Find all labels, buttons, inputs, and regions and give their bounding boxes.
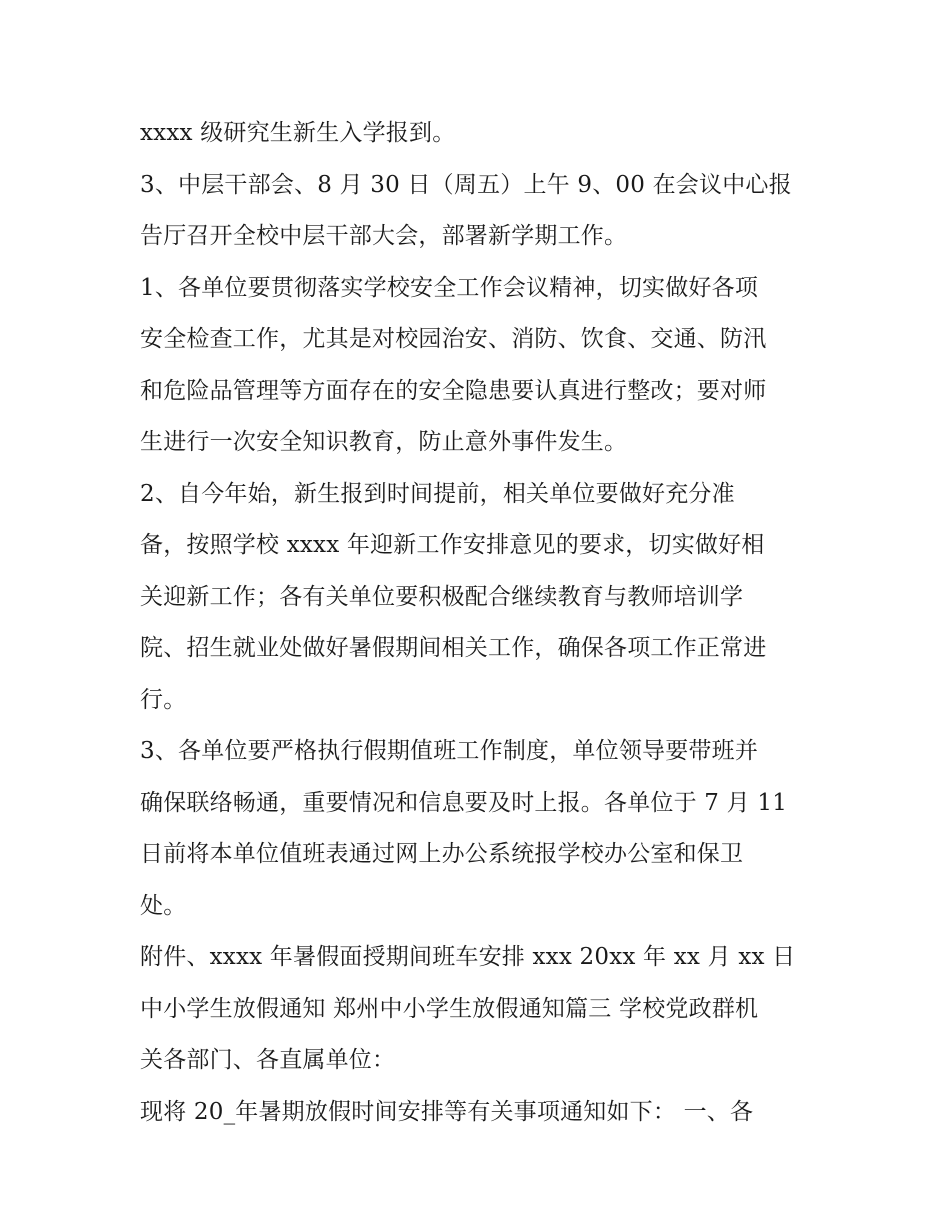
- text-line: 2、自今年始，新生报到时间提前，相关单位要做好充分准: [140, 480, 735, 507]
- text-line: 附件、xxxx 年暑假面授期间班车安排 xxx 20xx 年 xx 月 xx 日: [140, 944, 796, 970]
- text-line: 安全检查工作，尤其是对校园治安、消防、饮食、交通、防汛: [140, 326, 767, 352]
- text-line: 中小学生放假通知 郑州中小学生放假通知篇三 学校党政群机: [140, 995, 759, 1022]
- text-line: 关各部门、各直属单位：: [140, 1047, 396, 1073]
- text-line: 现将 20_年暑期放假时间安排等有关事项通知如下： 一、各: [140, 1098, 754, 1125]
- text-line: 日前将本单位值班表通过网上办公系统报学校办公室和保卫: [140, 841, 744, 867]
- text-line: 行。: [140, 686, 187, 713]
- text-line: 院、招生就业处做好暑假期间相关工作，确保各项工作正常进: [140, 635, 767, 661]
- text-line: 备，按照学校 xxxx 年迎新工作安排意见的要求，切实做好相: [140, 532, 765, 558]
- text-line: 3、中层干部会、8 月 30 日（周五）上午 9、00 在会议中心报: [140, 171, 792, 198]
- text-line: 关迎新工作；各有关单位要积极配合继续教育与教师培训学: [140, 583, 744, 610]
- text-line: 和危险品管理等方面存在的安全隐患要认真进行整改；要对师: [140, 377, 767, 404]
- document-body: [140, 108, 830, 1138]
- text-line: 生进行一次安全知识教育，防止意外事件发生。: [140, 429, 628, 455]
- text-line: 3、各单位要严格执行假期值班工作制度，单位领导要带班并: [140, 738, 759, 764]
- text-line: 1、各单位要贯彻落实学校安全工作会议精神，切实做好各项: [140, 274, 759, 301]
- text-line: 告厅召开全校中层干部大会，部署新学期工作。: [140, 223, 628, 249]
- text-line: 处。: [140, 892, 187, 919]
- text-line: xxxx 级研究生新生入学报到。: [140, 120, 456, 146]
- text-line: 确保联络畅通，重要情况和信息要及时上报。各单位于 7 月 11: [140, 789, 788, 816]
